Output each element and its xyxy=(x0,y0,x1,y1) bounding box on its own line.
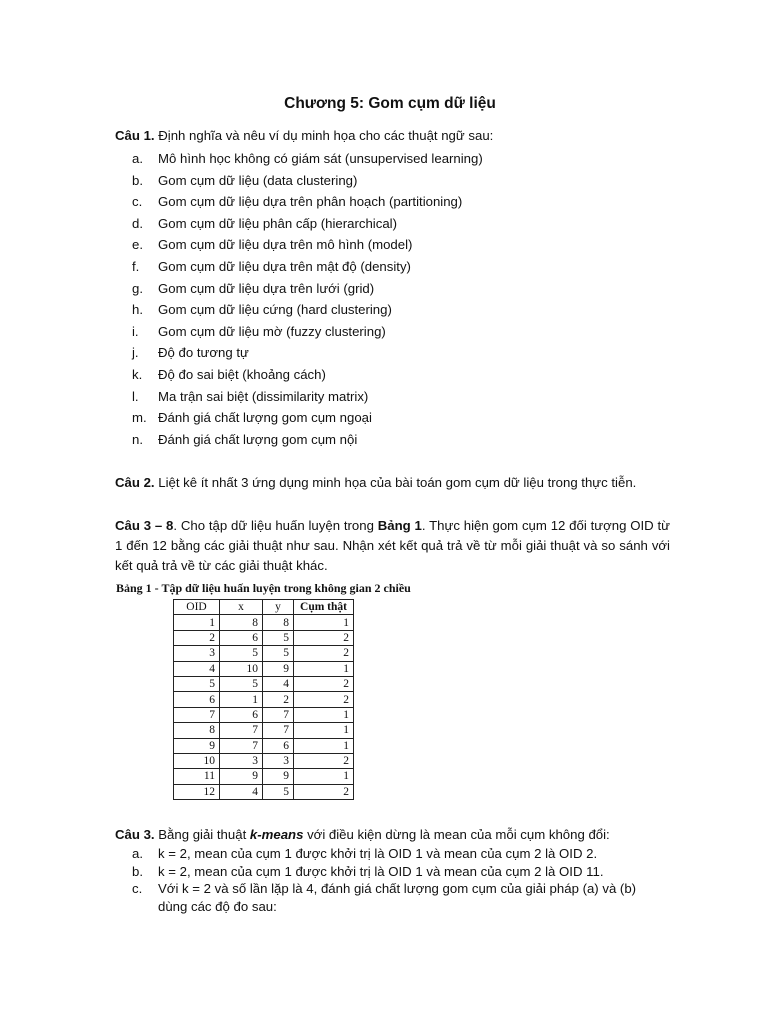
algorithm-name: k-means xyxy=(249,827,304,842)
table-caption: Bảng 1 - Tập dữ liệu huấn luyện trong không gian 2 chiều xyxy=(116,581,411,595)
column-header-true-cluster: Cụm thật xyxy=(294,600,354,615)
table-header-row xyxy=(174,600,354,615)
question-3-sublist xyxy=(132,845,636,915)
column-header-x: x xyxy=(220,600,263,615)
list-item: a. Mô hình học không có giám sát (unsupervised learning) xyxy=(132,151,483,166)
list-item: h. Gom cụm dữ liệu cứng (hard clustering) xyxy=(132,302,392,318)
list-item: i. Gom cụm dữ liệu mờ (fuzzy clustering) xyxy=(132,323,386,339)
table-row: 3 5 5 2 xyxy=(174,646,354,661)
list-item: a. k = 2, mean của cụm 1 được khởi trị là OID 1 và mean của cụm 2 là OID 2. xyxy=(132,846,598,861)
list-item: d. Gom cụm dữ liệu phân cấp (hierarchical) xyxy=(132,215,397,231)
list-item: k. Độ đo sai biệt (khoảng cách) xyxy=(132,366,326,382)
list-item: f. Gom cụm dữ liệu dựa trên mật độ (density) xyxy=(132,258,411,274)
list-item: j. Độ đo tương tự xyxy=(132,345,249,361)
table-row: 6 1 2 2 xyxy=(174,692,354,707)
question-3-prompt: Câu 3. Bằng giải thuật k-means với điều kiện dừng là mean của mỗi cụm không đổi: xyxy=(115,827,610,842)
table-row: 5 5 4 2 xyxy=(174,676,354,691)
table-row: 12 4 5 2 xyxy=(174,784,354,799)
table-row: 4 10 9 1 xyxy=(174,661,354,676)
question-1-label: Câu 1. xyxy=(115,128,155,143)
list-item: m. Đánh giá chất lượng gom cụm ngoại xyxy=(132,410,372,426)
question-3-8-label: Câu 3 – 8 xyxy=(115,518,174,533)
training-data-table xyxy=(173,599,354,800)
list-item: g. Gom cụm dữ liệu dựa trên lưới (grid) xyxy=(132,280,375,296)
table-row: 8 7 7 1 xyxy=(174,723,354,738)
list-item: c. Gom cụm dữ liệu dựa trên phân hoạch (partitioning) xyxy=(132,194,463,210)
question-1-term-list xyxy=(132,148,483,450)
list-item: l. Ma trận sai biệt (dissimilarity matrix) xyxy=(132,388,369,404)
question-1-text: Định nghĩa và nêu ví dụ minh họa cho các thuật ngữ sau: xyxy=(154,128,494,143)
question-3-label: Câu 3. xyxy=(115,827,155,842)
table-row: 2 6 5 2 xyxy=(174,630,354,645)
list-item: n. Đánh giá chất lượng gom cụm nội xyxy=(132,431,358,447)
list-item: e. Gom cụm dữ liệu dựa trên mô hình (model) xyxy=(132,237,413,253)
table-row: 7 6 7 1 xyxy=(174,707,354,722)
list-item: c. Với k = 2 và số lần lặp là 4, đánh giá chất lượng gom cụm của giải pháp (a) và (b) xyxy=(132,881,637,896)
column-header-oid: OID xyxy=(174,600,220,615)
question-1-prompt xyxy=(115,126,493,146)
list-item: b. Gom cụm dữ liệu (data clustering) xyxy=(132,172,358,188)
table-row: 11 9 9 1 xyxy=(174,769,354,784)
column-header-y: y xyxy=(263,600,294,615)
table-row: 9 7 6 1 xyxy=(174,738,354,753)
list-item: b. k = 2, mean của cụm 1 được khởi trị là OID 1 và mean của cụm 2 là OID 11. xyxy=(132,863,604,879)
table-reference: Bảng 1 xyxy=(377,518,422,533)
list-item-continuation: dùng các độ đo sau: xyxy=(158,898,277,914)
table-row: 1 8 8 1 xyxy=(174,615,354,630)
question-2-label: Câu 2. xyxy=(115,475,155,490)
question-3-8-prompt: Câu 3 – 8. Cho tập dữ liệu huấn luyện trong Bảng 1. Thực hiện gom cụm 12 đối tượng OID từ 1 đến 12 bằng các giải thuật như sau. Nhận xét kết quả trả về từ mỗi giải thuật và so sánh với kết quả trả về từ các giải thuật khác. xyxy=(115,518,670,573)
page-title: Chương 5: Gom cụm dữ liệu xyxy=(284,95,496,112)
table-row: 10 3 3 2 xyxy=(174,753,354,768)
question-2-text: Liệt kê ít nhất 3 ứng dụng minh họa của bài toán gom cụm dữ liệu trong thực tiễn. xyxy=(154,475,637,490)
question-2-prompt xyxy=(115,473,636,493)
